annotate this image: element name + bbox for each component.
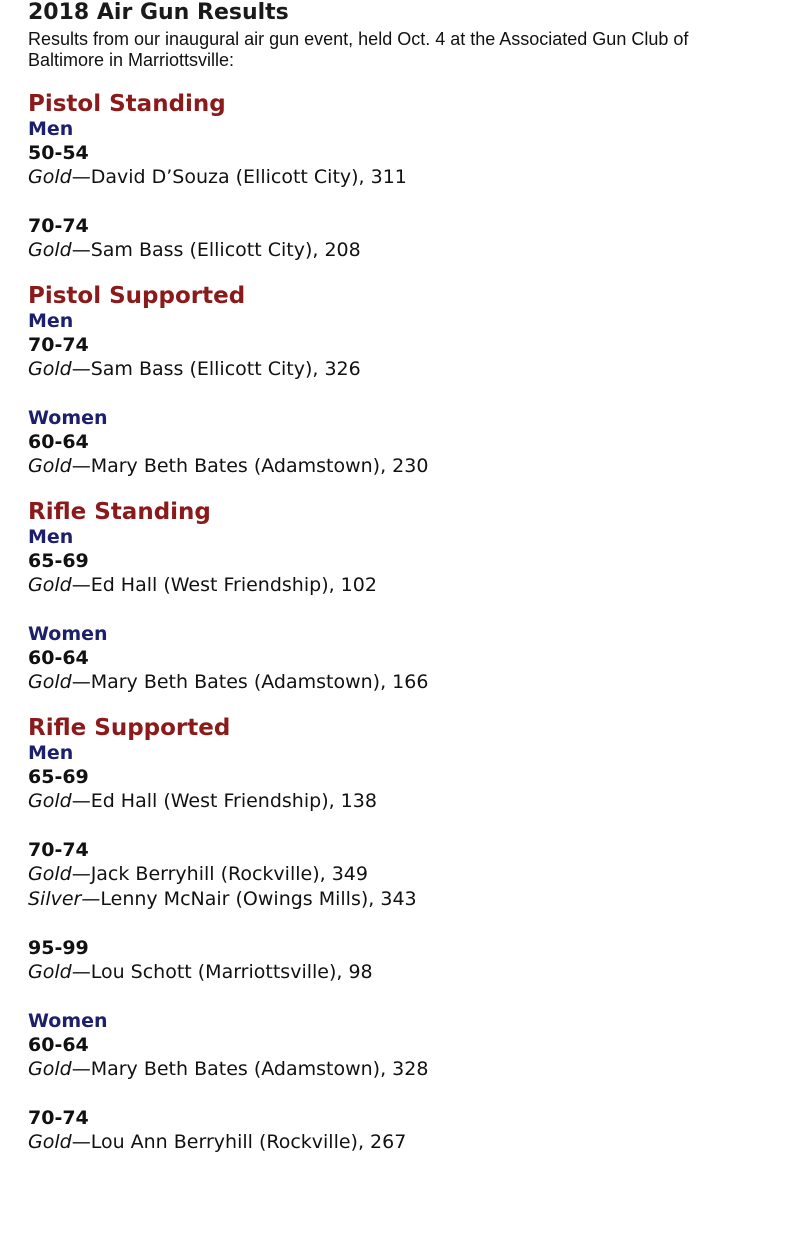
event-section bbox=[28, 283, 800, 479]
gender-heading: Women bbox=[28, 1010, 108, 1032]
age-group-heading: 70-74 bbox=[28, 215, 89, 237]
event-heading: Rifle Supported bbox=[28, 715, 231, 741]
medal-label: Gold bbox=[28, 574, 72, 596]
gender-heading: Men bbox=[28, 310, 74, 332]
spacer bbox=[28, 912, 800, 936]
result-entry: —Jack Berryhill (Rockville), 349 bbox=[71, 863, 368, 885]
medal-label: Gold bbox=[28, 790, 72, 812]
medal-label: Gold bbox=[28, 1058, 72, 1080]
result-line bbox=[28, 165, 800, 190]
intro-paragraph: Results from our inaugural air gun event, held Oct. 4 at the Associated Gun Club of Baltimore in Marriottsville: bbox=[28, 29, 689, 70]
age-group-heading: 70-74 bbox=[28, 1107, 89, 1129]
age-group-heading: 95-99 bbox=[28, 937, 89, 959]
event-heading: Rifle Standing bbox=[28, 499, 211, 525]
result-line bbox=[28, 357, 800, 382]
medal-label: Silver bbox=[28, 888, 82, 910]
age-group-heading: 60-64 bbox=[28, 647, 89, 669]
age-group-heading: 65-69 bbox=[28, 550, 89, 572]
event-section bbox=[28, 91, 800, 263]
medal-label: Gold bbox=[28, 455, 72, 477]
spacer bbox=[28, 190, 800, 214]
spacer bbox=[28, 1082, 800, 1106]
age-group-heading: 60-64 bbox=[28, 1034, 89, 1056]
result-line bbox=[28, 238, 800, 263]
medal-label: Gold bbox=[28, 239, 72, 261]
result-entry: —Mary Beth Bates (Adamstown), 166 bbox=[71, 671, 429, 693]
spacer bbox=[28, 985, 800, 1009]
medal-label: Gold bbox=[28, 961, 72, 983]
spacer bbox=[28, 263, 800, 283]
age-group-heading: 50-54 bbox=[28, 142, 89, 164]
spacer bbox=[28, 479, 800, 499]
gender-heading: Men bbox=[28, 118, 74, 140]
result-entry: —Ed Hall (West Friendship), 102 bbox=[71, 574, 377, 596]
result-line bbox=[28, 454, 800, 479]
result-entry: —Ed Hall (West Friendship), 138 bbox=[71, 790, 377, 812]
result-line bbox=[28, 960, 800, 985]
result-entry: —Lenny McNair (Owings Mills), 343 bbox=[81, 888, 417, 910]
result-entry: —Lou Ann Berryhill (Rockville), 267 bbox=[71, 1131, 407, 1153]
medal-label: Gold bbox=[28, 863, 72, 885]
result-entry: —Mary Beth Bates (Adamstown), 328 bbox=[71, 1058, 429, 1080]
age-group-heading: 65-69 bbox=[28, 766, 89, 788]
result-entry: —David D’Souza (Ellicott City), 311 bbox=[71, 166, 407, 188]
result-line bbox=[28, 1130, 800, 1155]
spacer bbox=[28, 382, 800, 406]
age-group-heading: 70-74 bbox=[28, 839, 89, 861]
medal-label: Gold bbox=[28, 358, 72, 380]
event-heading: Pistol Supported bbox=[28, 283, 246, 309]
spacer bbox=[28, 695, 800, 715]
spacer bbox=[28, 71, 800, 91]
medal-label: Gold bbox=[28, 1131, 72, 1153]
result-line bbox=[28, 887, 800, 912]
spacer bbox=[28, 598, 800, 622]
results-list bbox=[28, 71, 800, 1155]
gender-heading: Women bbox=[28, 623, 108, 645]
result-line bbox=[28, 862, 800, 887]
gender-heading: Women bbox=[28, 407, 108, 429]
result-entry: —Sam Bass (Ellicott City), 326 bbox=[71, 358, 361, 380]
result-entry: —Lou Schott (Marriottsville), 98 bbox=[71, 961, 373, 983]
event-section bbox=[28, 499, 800, 695]
event-heading: Pistol Standing bbox=[28, 91, 226, 117]
gender-heading: Men bbox=[28, 526, 74, 548]
result-entry: —Mary Beth Bates (Adamstown), 230 bbox=[71, 455, 429, 477]
spacer bbox=[28, 814, 800, 838]
medal-label: Gold bbox=[28, 671, 72, 693]
age-group-heading: 60-64 bbox=[28, 431, 89, 453]
medal-label: Gold bbox=[28, 166, 72, 188]
age-group-heading: 70-74 bbox=[28, 334, 89, 356]
result-line bbox=[28, 789, 800, 814]
result-line bbox=[28, 670, 800, 695]
event-section bbox=[28, 715, 800, 1155]
gender-heading: Men bbox=[28, 742, 74, 764]
result-line bbox=[28, 1057, 800, 1082]
page-title: 2018 Air Gun Results bbox=[28, 0, 289, 25]
result-entry: —Sam Bass (Ellicott City), 208 bbox=[71, 239, 361, 261]
result-line bbox=[28, 573, 800, 598]
